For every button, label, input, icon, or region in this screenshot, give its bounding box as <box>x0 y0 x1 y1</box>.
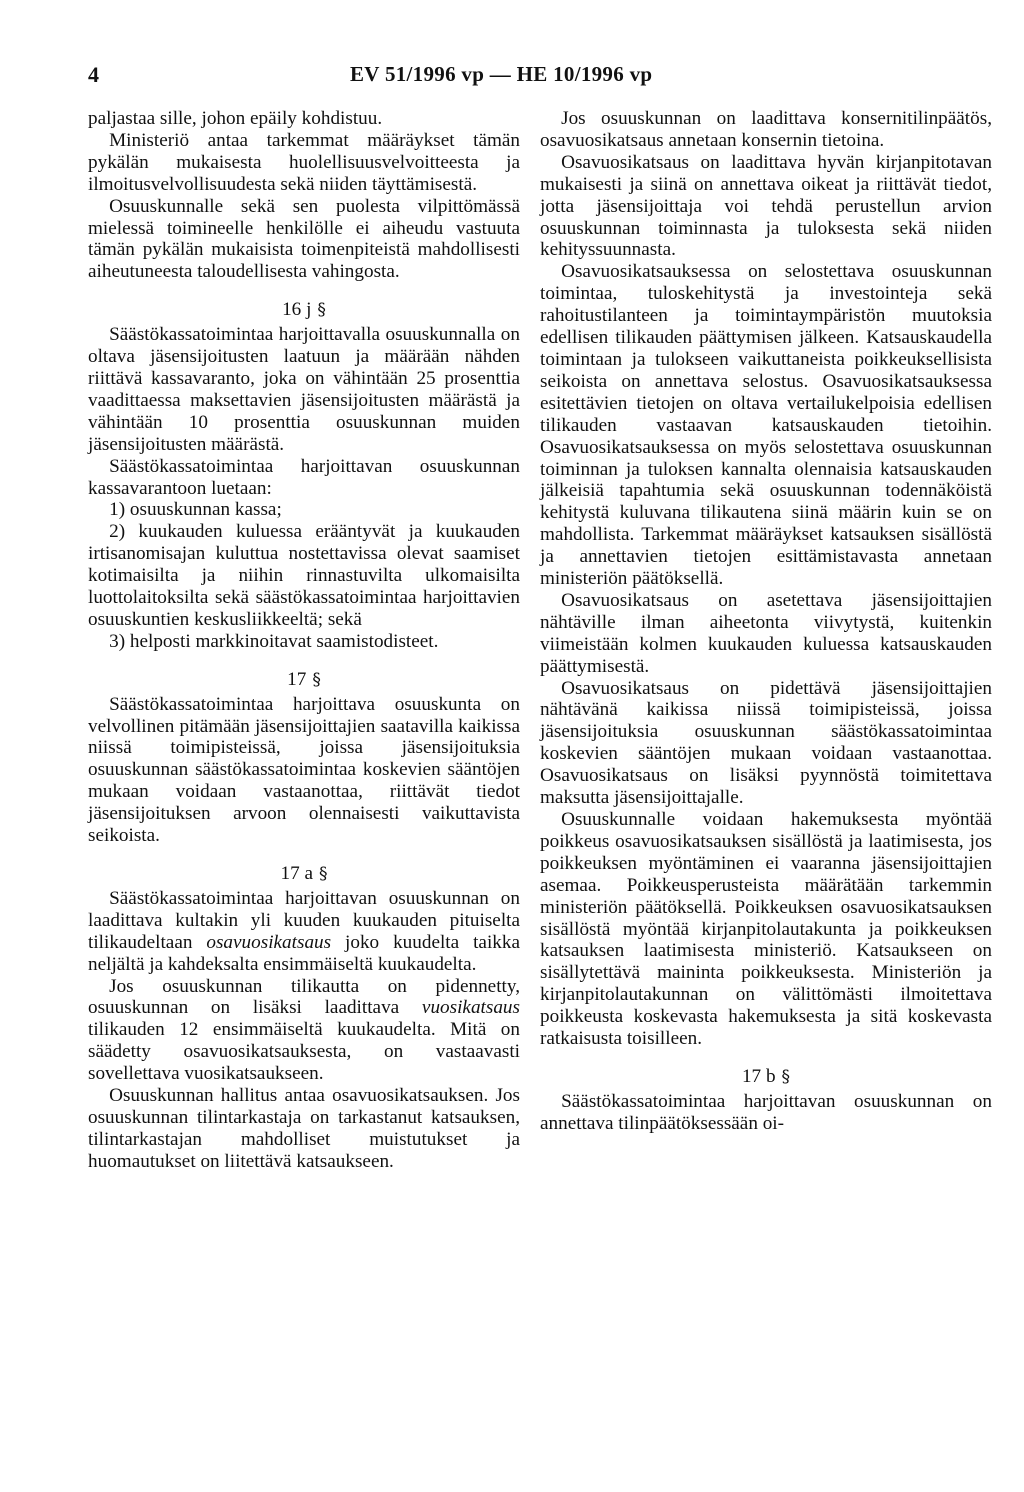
running-title: EV 51/1996 vp — HE 10/1996 vp <box>350 62 653 86</box>
paragraph: paljastaa sille, johon epäily kohdistuu. <box>88 108 383 129</box>
section-sign: § <box>781 1066 791 1087</box>
text: joko kuudelta taikka neljältä ja kahdeksalta ensimmäiseltä kuukaudelta. <box>88 931 520 975</box>
italic-term: osavuosikatsaus <box>206 931 332 953</box>
right-column <box>540 108 992 1135</box>
section-sign: § <box>312 669 321 690</box>
section-heading-17a <box>88 863 520 886</box>
paragraph: Säästökassatoimintaa harjoittavalla osuuskunnalla on oltava jäsensijoitusten laatuun ja määrään nähden riittävä kassavaranto, joka on vähintään 25 prosenttia vaadittaessa maksettavien jäsensijoitusten määrästä ja vähintään 10 prosenttia osuuskunnan muiden jäsensijoitusten määrästä. <box>88 324 520 455</box>
left-column <box>88 108 520 1173</box>
paragraph <box>88 888 520 976</box>
paragraph: Osuuskunnalle voidaan hakemuksesta myöntää poikkeus osavuosikatsauksen sisällöstä ja laatimisesta, jos poikkeuksen myöntäminen ei vaaranna jäsensijoittajien asemaa. Poikkeusperusteista määrätään tarkemmin ministeriön päätöksellä. Poikkeuksen osavuosikatsauksen sisällöstä myöntää kirjanpitolautakunta ja poikkeuksen katsauksen laatimisesta ministeriö. Katsaukseen on sisällytettävä maininta poikkeuksesta. Ministeriön ja kirjanpitolautakunnan on välittömästi ilmoitettava poikkeusta koskevasta hakemuksesta ja sitä koskevasta ratkaisusta toisilleen. <box>540 809 992 1050</box>
section-number: 17 <box>287 668 307 690</box>
list-item: 3) helposti markkinoitavat saamistodisteet. <box>109 630 439 652</box>
paragraph <box>88 976 520 1086</box>
list-item: 1) osuuskunnan kassa; <box>109 499 282 521</box>
section-heading-17 <box>88 669 520 692</box>
section-sign: § <box>319 864 328 884</box>
section-heading-16j <box>88 299 520 322</box>
paragraph: Osuuskunnalle sekä sen puolesta vilpittömässä mielessä toimineelle henkilölle ei aiheudu vastuuta tämän pykälän mukaisista toimenpiteistä mahdollisesti aiheutuneesta taloudellisesta vahingosta. <box>88 195 520 283</box>
page-number: 4 <box>88 62 99 87</box>
paragraph: Osuuskunnan hallitus antaa osavuosikatsauksen. Jos osuuskunnan tilintarkastaja on tarkastanut katsauksen, tilintarkastajan mahdolliset muistutukset ja huomautukset on liitettävä katsaukseen. <box>88 1085 520 1172</box>
section-sign: § <box>317 300 326 321</box>
paragraph: Säästökassatoimintaa harjoittava osuuskunta on velvollinen pitämään jäsensijoittajien saatavilla kaikissa niissä toimipisteissä, joissa jäsensijoituksia osuuskunnan säästökassatoimintaa koskevien sääntöjen mukaan voidaan vastaanottaa, riittävät tiedot jäsensijoituksen arvoon olennaisesti vaikuttavista seikoista. <box>88 693 520 847</box>
paragraph: Säästökassatoimintaa harjoittavan osuuskunnan kassavarantoon luetaan: <box>88 455 520 499</box>
paragraph: Ministeriö antaa tarkemmat määräykset tämän pykälän mukaisesta huolellisuusvelvoitteesta ja ilmoitusvelvollisuudesta sekä niiden täyttämisestä. <box>88 129 520 195</box>
text: Jos osuuskunnan tilikautta on pidennetty, osuuskunnan on lisäksi laadittava <box>88 975 520 1019</box>
paragraph: Osavuosikatsauksessa on selostettava osuuskunnan toimintaa, tuloskehitystä ja investointeja sekä rahoitustilanteen ja toimintaympäristön muutoksia edellisen tilikauden päättymisen jälkeen. Katsauskaudella toimintaan ja tulokseen vaikuttaneista poikkeuksellisista seikoista on annettava selostus. Osavuosikatsauksessa esitettävien tietojen on oltava vertailukelpoisia edellisen tilikauden vastaavan katsauskauden tietoihin. Osavuosikatsauksessa on myös selostettava osuuskunnan toiminnan ja tuloksen kannalta olennaisia katsauskauden jälkeisiä tapahtumia sekä osuuskunnan todennäköistä kehitystä kuluvana tilikautena siinä määrin kuin se on mahdollista. Tarkemmat määräykset katsauksen sisällöstä ja annettavien tietojen esittämistavasta annetaan ministeriön päätöksellä. <box>540 261 992 590</box>
section-number: 17 b <box>741 1065 776 1087</box>
section-heading-17b <box>540 1066 992 1089</box>
text: Säästökassatoimintaa harjoittavan osuuskunnan on laadittava kultakin yli kuuden kuukauden pituiselta tilikaudeltaan <box>88 887 520 953</box>
italic-term: vuosikatsaus <box>421 997 520 1019</box>
paragraph: Osavuosikatsaus on asetettava jäsensijoittajien nähtäville ilman aiheetonta viivytystä, kuitenkin viimeistään kolmen kuukauden kuluessa katsauskauden päättymisestä. <box>540 589 992 677</box>
paragraph: Osavuosikatsaus on laadittava hyvän kirjanpitotavan mukaisesti ja siinä on annettava oikeat ja riittävät tiedot, jotta jäsensijoittaja voi tehdä perustellun arvion osuuskunnan toiminnasta ja tuloksesta sekä niiden kehityssuunnasta. <box>540 151 992 261</box>
paragraph: Säästökassatoimintaa harjoittavan osuuskunnan on annettava tilinpäätöksessään oi- <box>540 1090 992 1134</box>
section-number: 17 a <box>280 863 313 884</box>
section-number: 16 j <box>282 299 312 321</box>
page-header <box>88 62 936 92</box>
list-item: 2) kuukauden kuluessa erääntyvät ja kuukauden irtisanomisajan kuluttua nostettavissa olevat saamiset kotimaisilta ja niihin rinnastuvilta ulkomaisilta luottolaitoksilta sekä säästökassatoimintaa harjoittavien osuuskuntien keskusliikkeeltä; sekä <box>88 521 520 630</box>
text: tilikauden 12 ensimmäiseltä kuukaudelta. Mitä on säädetty osavuosikatsauksesta, on vastaavasti sovellettava vuosikatsaukseen. <box>88 1019 520 1085</box>
paragraph: Jos osuuskunnan on laadittava konsernitilinpäätös, osavuosikatsaus annetaan konsernin tietoina. <box>540 108 992 151</box>
paragraph: Osavuosikatsaus on pidettävä jäsensijoittajien nähtävänä kaikissa niissä toimipisteissä, joissa jäsensijoituksia osuuskunnan säästökassatoimintaa koskevien sääntöjen mukaan voidaan vastaanottaa. Osavuosikatsaus on lisäksi pyynnöstä toimitettava maksutta jäsensijoittajalle. <box>540 677 992 809</box>
